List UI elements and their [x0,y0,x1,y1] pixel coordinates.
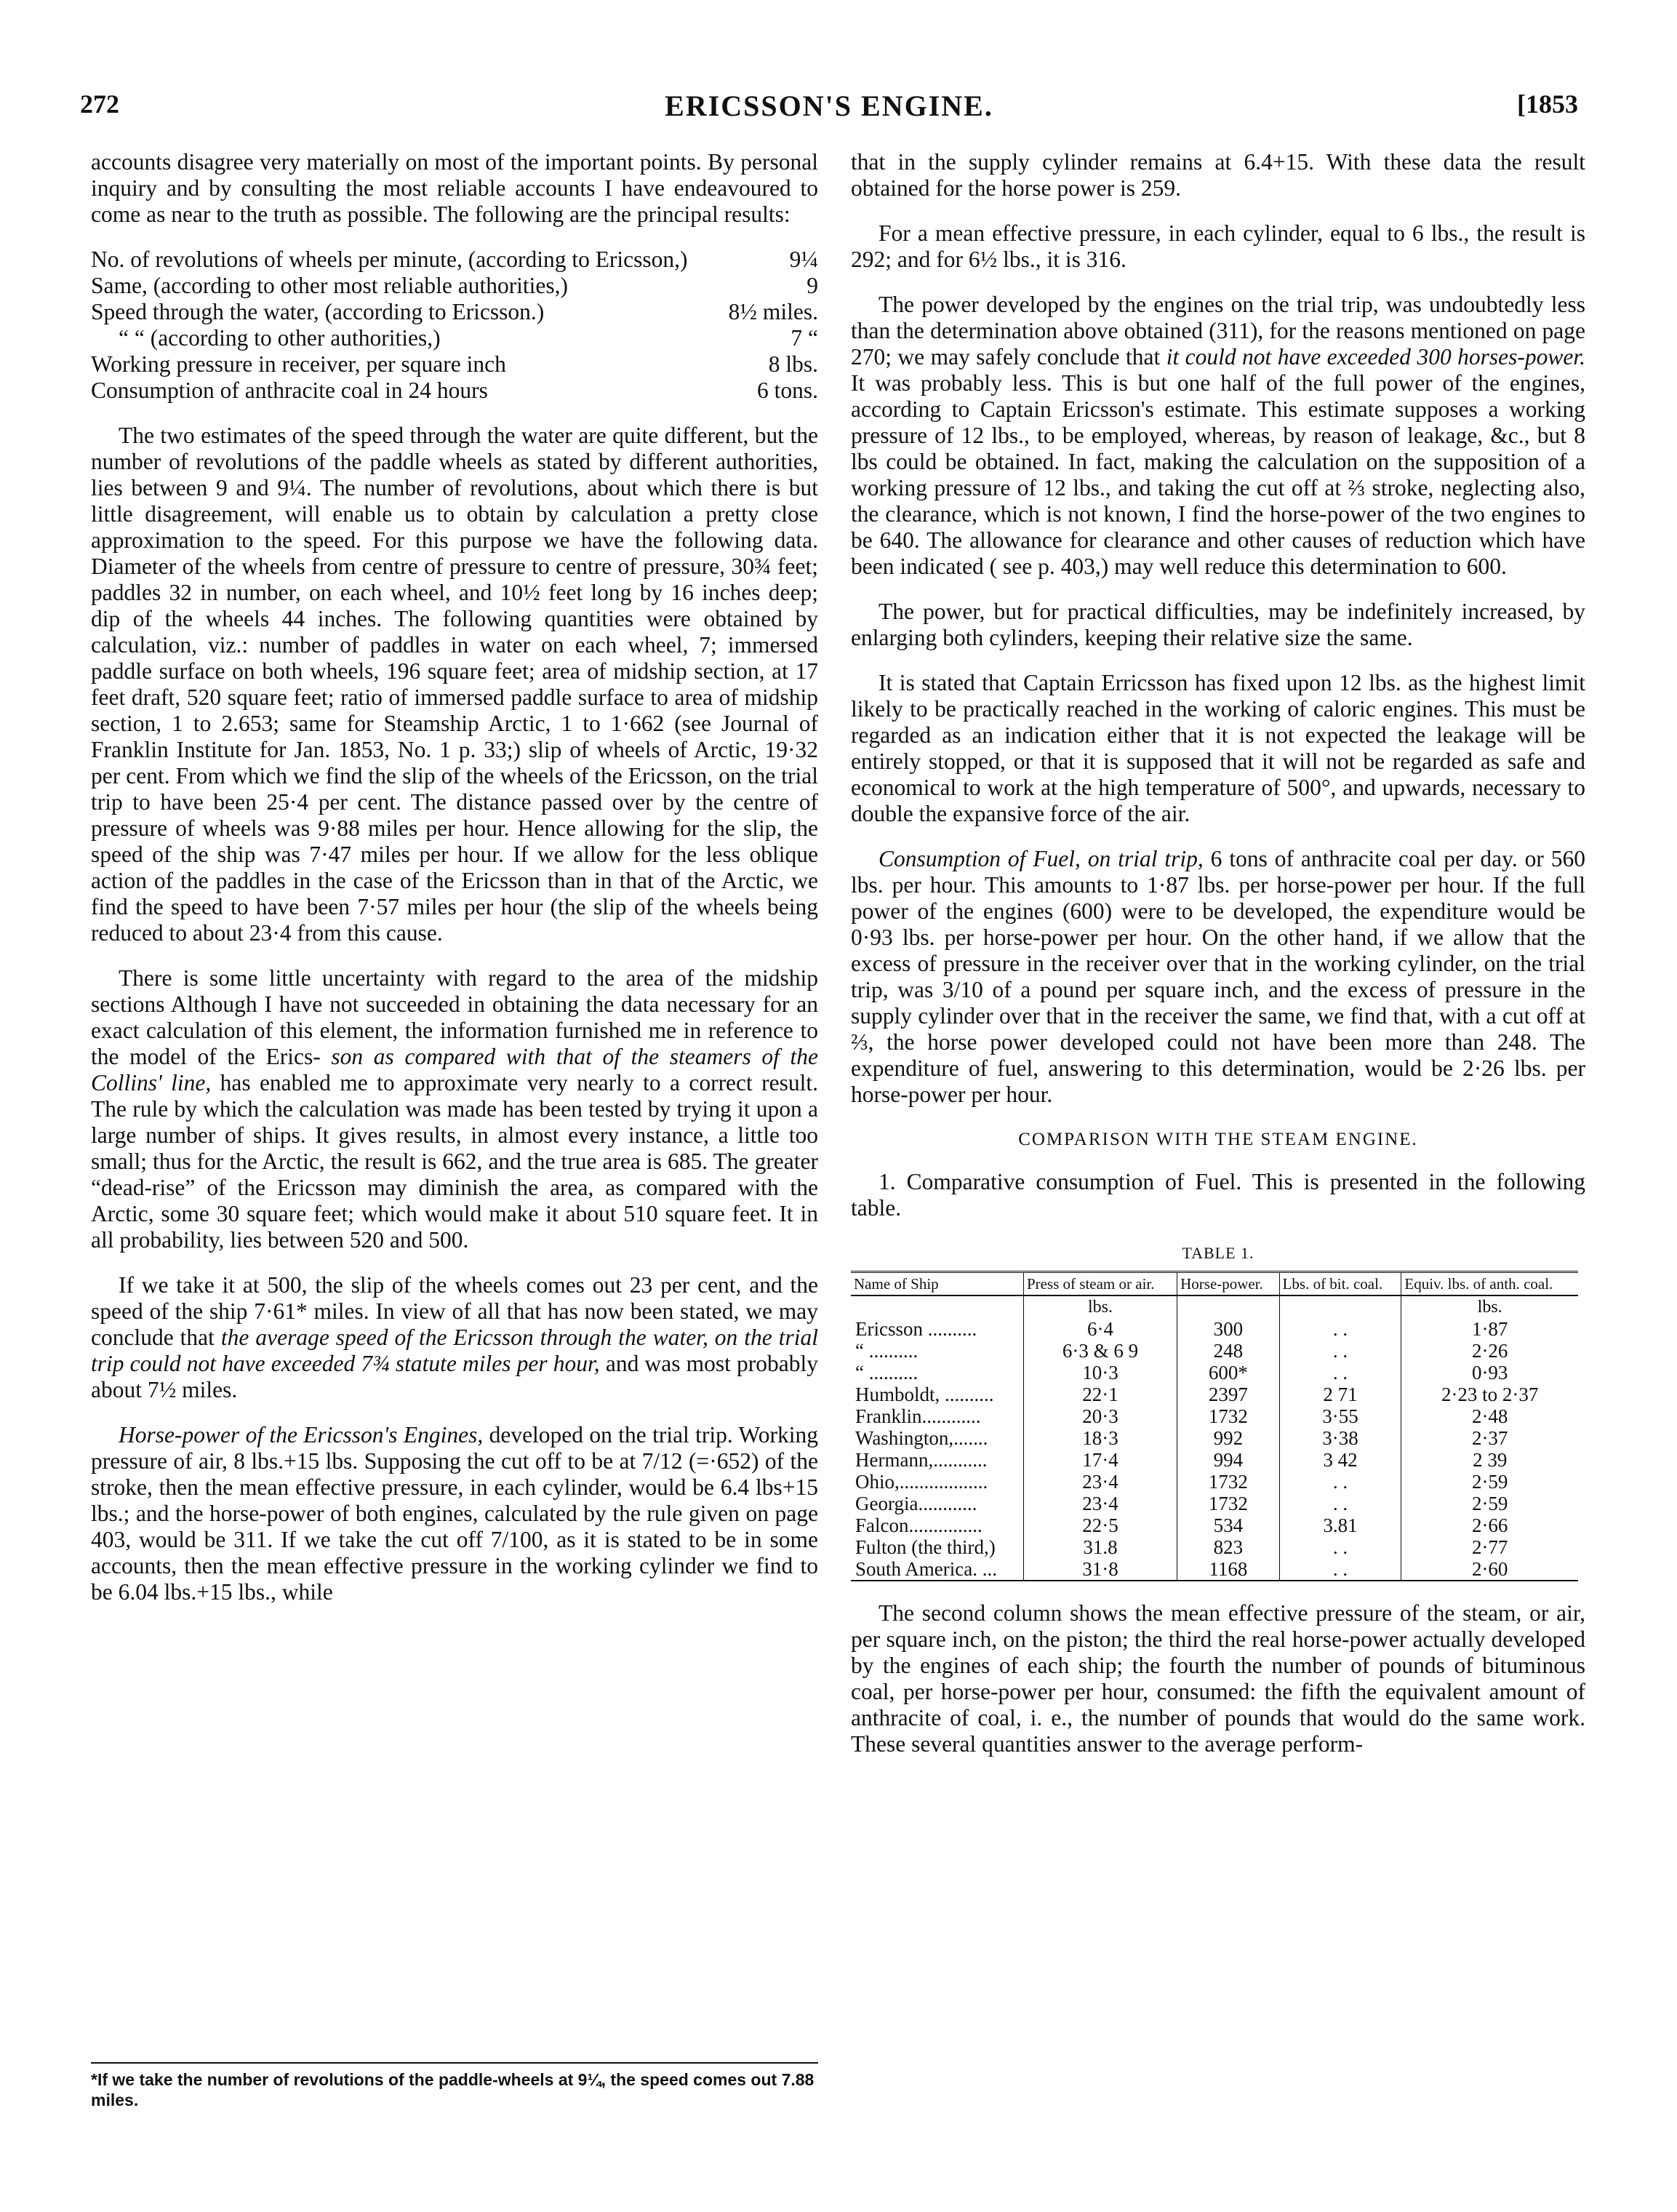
column-header: Press of steam or air. [1023,1272,1177,1296]
table-cell: “ .......... [855,1340,918,1362]
table-cell: 2·60 [1401,1558,1578,1581]
result-row [91,351,818,378]
table-row [851,1384,1578,1405]
table-cell: . . [1279,1318,1401,1340]
table-row [851,1493,1578,1514]
table-cell: Georgia............ [855,1493,977,1514]
result-value: 9 [807,273,818,298]
emphasis-text: it could not have exceeded 300 horses-power. [1166,344,1586,370]
table-cell: 2·59 [1401,1471,1578,1493]
table-cell: 992 [1177,1427,1279,1449]
table-cell: 300 [1177,1318,1279,1340]
table-cell: 31.8 [1023,1536,1177,1558]
table-cell: 23·4 [1023,1493,1177,1514]
table-row [851,1471,1578,1493]
table-cell: 2·26 [1401,1340,1578,1362]
table-row [851,1362,1578,1384]
column-header: Lbs. of bit. coal. [1279,1272,1401,1296]
running-header [80,89,1578,132]
table-cell: . . [1279,1471,1401,1493]
table-cell: Hermann,........... [855,1449,988,1471]
table-row [851,1427,1578,1449]
paragraph [851,292,1585,580]
table-cell: Franklin............ [855,1405,981,1427]
table-cell: 3 42 [1279,1449,1401,1471]
table-caption: TABLE 1. [1182,1244,1254,1262]
table-row [851,1318,1578,1340]
table-cell [851,1295,1023,1318]
result-value: 8 lbs. [768,351,818,377]
page-number: 272 [80,89,119,119]
column-header: Horse-power. [1177,1272,1279,1296]
paragraph-text: There is some little uncertainty with regard to the area of the midship sections Although I have not succeeded in obtaining the data necessary for an exact calculation of this element, the information furnished me in reference to the model of the Erics- [91,965,818,1069]
table-cell: 1168 [1177,1558,1279,1581]
table-cell: 3·38 [1279,1427,1401,1449]
table-cell: 18·3 [1023,1427,1177,1449]
table-row [851,1558,1578,1581]
paragraph [91,1272,818,1403]
table-cell: Falcon............... [855,1514,982,1536]
emphasis-text: Consumption of Fuel, on trial trip, [878,846,1204,871]
paragraph-text: developed on the trial trip. Working pressure of air, 8 lbs.+15 lbs. Supposing the cut off to be at 7/12 (=·652) of the stroke, then the mean effective pressure, in each cylinder, would be 6.4 lbs+15 lbs.; and the horse-power of both engines, calculated by the rule given on page 403, would be 311. If we take the cut off 7/100, as it is stated to be in some accounts, then the mean effective pressure in the working cylinder we find to be 6.04 lbs.+15 lbs., while [91,1422,819,1605]
table-cell: 31·8 [1023,1558,1177,1581]
table-cell: 2·66 [1401,1514,1578,1536]
table-row [851,1405,1578,1427]
result-label: Same, (according to other most reliable authorities,) [91,273,569,298]
table-cell: 1732 [1177,1405,1279,1427]
emphasis-text: Horse-power of the Ericsson's Engines, [119,1422,484,1448]
paragraph-text: 6 tons of anthracite coal per day. or 560 lbs. per hour. This amounts to 1·87 lbs. per horse-power per hour. If the full power of the engines (600) were to be developed, the expenditure would be 0·93 lbs. per horse-power per hour. On the other hand, if we allow that the excess of pressure in the receiver over that in the working cylinder, on the trial trip, was 3/10 of a pound per square inch, and the excess of pressure in the supply cylinder over that in the receiver the same, we find that, with a cut off at ⅔, the horse power developed could not have been more than 248. The expenditure of fuel, answering to this determination, would be 2·26 lbs. per horse-power per hour. [851,846,1586,1107]
result-row [91,325,818,351]
table-cell: 22·1 [1023,1384,1177,1405]
table-cell: Ericsson .......... [855,1318,977,1340]
paragraph-text: It was probably less. This is but one half of the full power of the engines, according to Captain Ericsson's estimate. This estimate supposes a working pressure of 12 lbs., to be employed, whereas, by reason of leakage, &c., but 8 lbs could be obtained. In fact, making the calculation on the supposition of a working pressure of 12 lbs., and taking the cut off at ⅔ stroke, neglecting also, the clearance, which is not known, I find the horse-power of the two engines to be 640. The allowance for clearance and other causes of reduction which have been indicated ( see p. 403,) may well reduce this determination to 600. [851,370,1585,579]
result-label: Speed through the water, (according to Ericsson.) [91,299,545,324]
paragraph-text: has enabled me to approximate very nearly to a correct result. The rule by which the calculation was made has been tested by trying it upon a large number of ships. It gives results, in almost every instance, a little too small; thus for the Arctic, the result is 662, and the true area is 685. The greater “dead-rise” of the Ericsson may diminish the area, as compared with the Arctic, some 30 square feet; which would make it about 510 square feet. It in all probability, lies between 520 and 500. [91,1070,818,1253]
table-cell: “ .......... [855,1362,918,1384]
table-cell: lbs. [1023,1295,1177,1318]
column-header: Name of Ship [851,1272,1023,1296]
table-cell [1177,1295,1279,1318]
paragraph [91,965,818,1253]
table-cell: 600* [1177,1362,1279,1384]
table-cell: 3.81 [1279,1514,1401,1536]
table-cell: . . [1279,1558,1401,1581]
table-cell: 248 [1177,1340,1279,1362]
table-cell: Ohio,.................. [855,1471,988,1493]
table-row [851,1514,1578,1536]
table-cell: Fulton (the third,) [855,1536,996,1558]
table-cell: 3·55 [1279,1405,1401,1427]
footnote: *If we take the number of revolutions of the paddle-wheels at 9¼, the speed comes out 7.88 miles. [91,2070,815,2109]
paragraph: 1. Comparative consumption of Fuel. This is presented in the following table. [851,1169,1585,1221]
paragraph [851,846,1585,1108]
paragraph: For a mean effective pressure, in each cylinder, equal to 6 lbs., the result is 292; and for 6½ lbs., it is 316. [851,220,1585,272]
table-header-row [851,1272,1578,1296]
table-cell: . . [1279,1536,1401,1558]
result-row [91,273,818,299]
paragraph-text: The power developed by the engines on the trial trip, was undoubtedly less than the determination above obtained (311), for the reasons mentioned on page 270; we may safely conclude that [851,292,1585,370]
table-cell: 2·37 [1401,1427,1578,1449]
table-row [851,1340,1578,1362]
result-row [91,378,818,404]
result-value: 7 “ [791,325,818,351]
table-cell: 2·48 [1401,1405,1578,1427]
table-cell: 1732 [1177,1493,1279,1514]
table-cell: 823 [1177,1536,1279,1558]
table-cell: 1·87 [1401,1318,1578,1340]
left-column [91,149,818,1624]
table-cell: 2·77 [1401,1536,1578,1558]
table-cell: 17·4 [1023,1449,1177,1471]
result-row [91,299,818,325]
table-cell: . . [1279,1493,1401,1514]
footnote-rule [91,2062,818,2064]
table-cell: Washington,....... [855,1427,988,1449]
paragraph: The second column shows the mean effective pressure of the steam, or air, per square inch, on the piston; the third the real horse-power actually developed by the engines of each ship; the fourth the number of pounds of bituminous coal, per horse-power per hour, consumed: the fifth the equivalent amount of anthracite of coal, i. e., the number of pounds that would do the same work. These several quantities answer to the average perform- [851,1600,1585,1757]
result-label: “ “ (according to other authorities,) [119,325,441,351]
table-cell: Humboldt, .......... [855,1384,994,1405]
paragraph: It is stated that Captain Erricsson has fixed upon 12 lbs. as the highest limit likely to be practically reached in the working of caloric engines. This must be regarded as an indication either that it is not expected the leakage will be entirely stopped, or that it is supposed that it will not be regarded as safe and economical to work at the high temperature of 500°, and upwards, necessary to double the expansive force of the air. [851,670,1585,826]
table-cell: lbs. [1401,1295,1578,1318]
right-column [851,149,1585,1776]
result-value: 6 tons. [756,378,818,403]
table-cell: 23·4 [1023,1471,1177,1493]
result-label: Consumption of anthracite coal in 24 hours [91,378,488,403]
table-cell: 2·23 to 2·37 [1401,1384,1578,1405]
paragraph-text: If we take it at 500, the slip of the wheels comes out 23 per cent, and the speed of the ship 7·61* miles. In view of all that has now been stated, we may conclude that [91,1272,818,1350]
table-row [851,1536,1578,1558]
table-cell: 0·93 [1401,1362,1578,1384]
table-cell: 534 [1177,1514,1279,1536]
table-cell: 2 39 [1401,1449,1578,1471]
table-row [851,1449,1578,1471]
table-cell: South America. ... [851,1558,1023,1581]
result-row [91,247,818,273]
section-heading: COMPARISON WITH THE STEAM ENGINE. [1018,1130,1418,1149]
table-cell: 2 71 [1279,1384,1401,1405]
fuel-consumption-table [851,1271,1578,1581]
table-cell: 2397 [1177,1384,1279,1405]
table-cell: 994 [1177,1449,1279,1471]
table-cell: 22·5 [1023,1514,1177,1536]
results-list [91,247,818,404]
table-cell: . . [1279,1362,1401,1384]
running-title: ERICSSON'S ENGINE. [665,89,993,122]
table-cell: 10·3 [1023,1362,1177,1384]
result-label: Working pressure in receiver, per square inch [91,351,506,377]
table-cell: 6·4 [1023,1318,1177,1340]
column-header: Equiv. lbs. of anth. coal. [1401,1272,1578,1296]
paragraph: The power, but for practical difficulties, may be indefinitely increased, by enlarging both cylinders, keeping their relative size the same. [851,599,1585,650]
table-cell [1279,1295,1401,1318]
result-label: No. of revolutions of wheels per minute, (according to Ericsson,) [91,247,688,272]
header-year: [1853 [1517,89,1578,119]
result-value: 8½ miles. [728,299,818,324]
paragraph-text: and was most probably about 7½ miles. [91,1351,818,1402]
emphasis-text: the average speed of the Ericsson through the water, on the trial trip could not have exceeded 7¾ statute miles per hour, [91,1325,819,1376]
table-cell: . . [1279,1340,1401,1362]
paragraph: that in the supply cylinder remains at 6.4+15. With these data the result obtained for the horse power is 259. [851,149,1585,201]
emphasis-text: son as compared with that of the steamers of the Collins' line, [91,1044,819,1095]
paragraph: The two estimates of the speed through the water are quite different, but the number of revolutions of the paddle wheels as stated by different authorities, lies between 9 and 9¼. The number of revolutions, about which there is but little disagreement, will enable us to obtain by calculation a pretty close approximation to the speed. For this purpose we have the following data. Diameter of the wheels from centre of pressure to centre of pressure, 30¾ feet; paddles 32 in number, on each wheel, and 10½ feet long by 16 inches deep; dip of the wheels 44 inches. The following quantities were obtained by calculation, viz.: number of paddles in water on each wheel, 7; immersed paddle surface on both wheels, 196 square feet; area of midship section, at 17 feet draft, 520 square feet; ratio of immersed paddle surface to area of midship section, 1 to 2.653; same for Steamship Arctic, 1 to 1·662 (see Journal of Franklin Institute for Jan. 1853, No. 1 p. 33;) slip of wheels of Arctic, 19·32 per cent. From which we find the slip of the wheels of the Ericsson, on the trial trip to have been 25·4 per cent. The distance passed over by the centre of pressure of wheels was 9·88 miles per hour. Hence allowing for the slip, the speed of the ship was 7·47 miles per hour. If we allow for the less oblique action of the paddles in the case of the Ericsson than in that of the Arctic, we find the speed to have been 7·57 miles per hour (the slip of the wheels being reduced to about 23·4 from this cause. [91,423,818,946]
result-value: 9¼ [789,247,818,272]
paragraph: accounts disagree very materially on most of the important points. By personal inquiry and by consulting the most reliable accounts I have endeavoured to come as near to the truth as possible. The following are the principal results: [91,149,818,227]
table-cell: 6·3 & 6 9 [1023,1340,1177,1362]
paragraph [91,1422,818,1605]
table-cell: 20·3 [1023,1405,1177,1427]
table-cell: 1732 [1177,1471,1279,1493]
table-cell: 2·59 [1401,1493,1578,1514]
units-row [851,1295,1578,1318]
